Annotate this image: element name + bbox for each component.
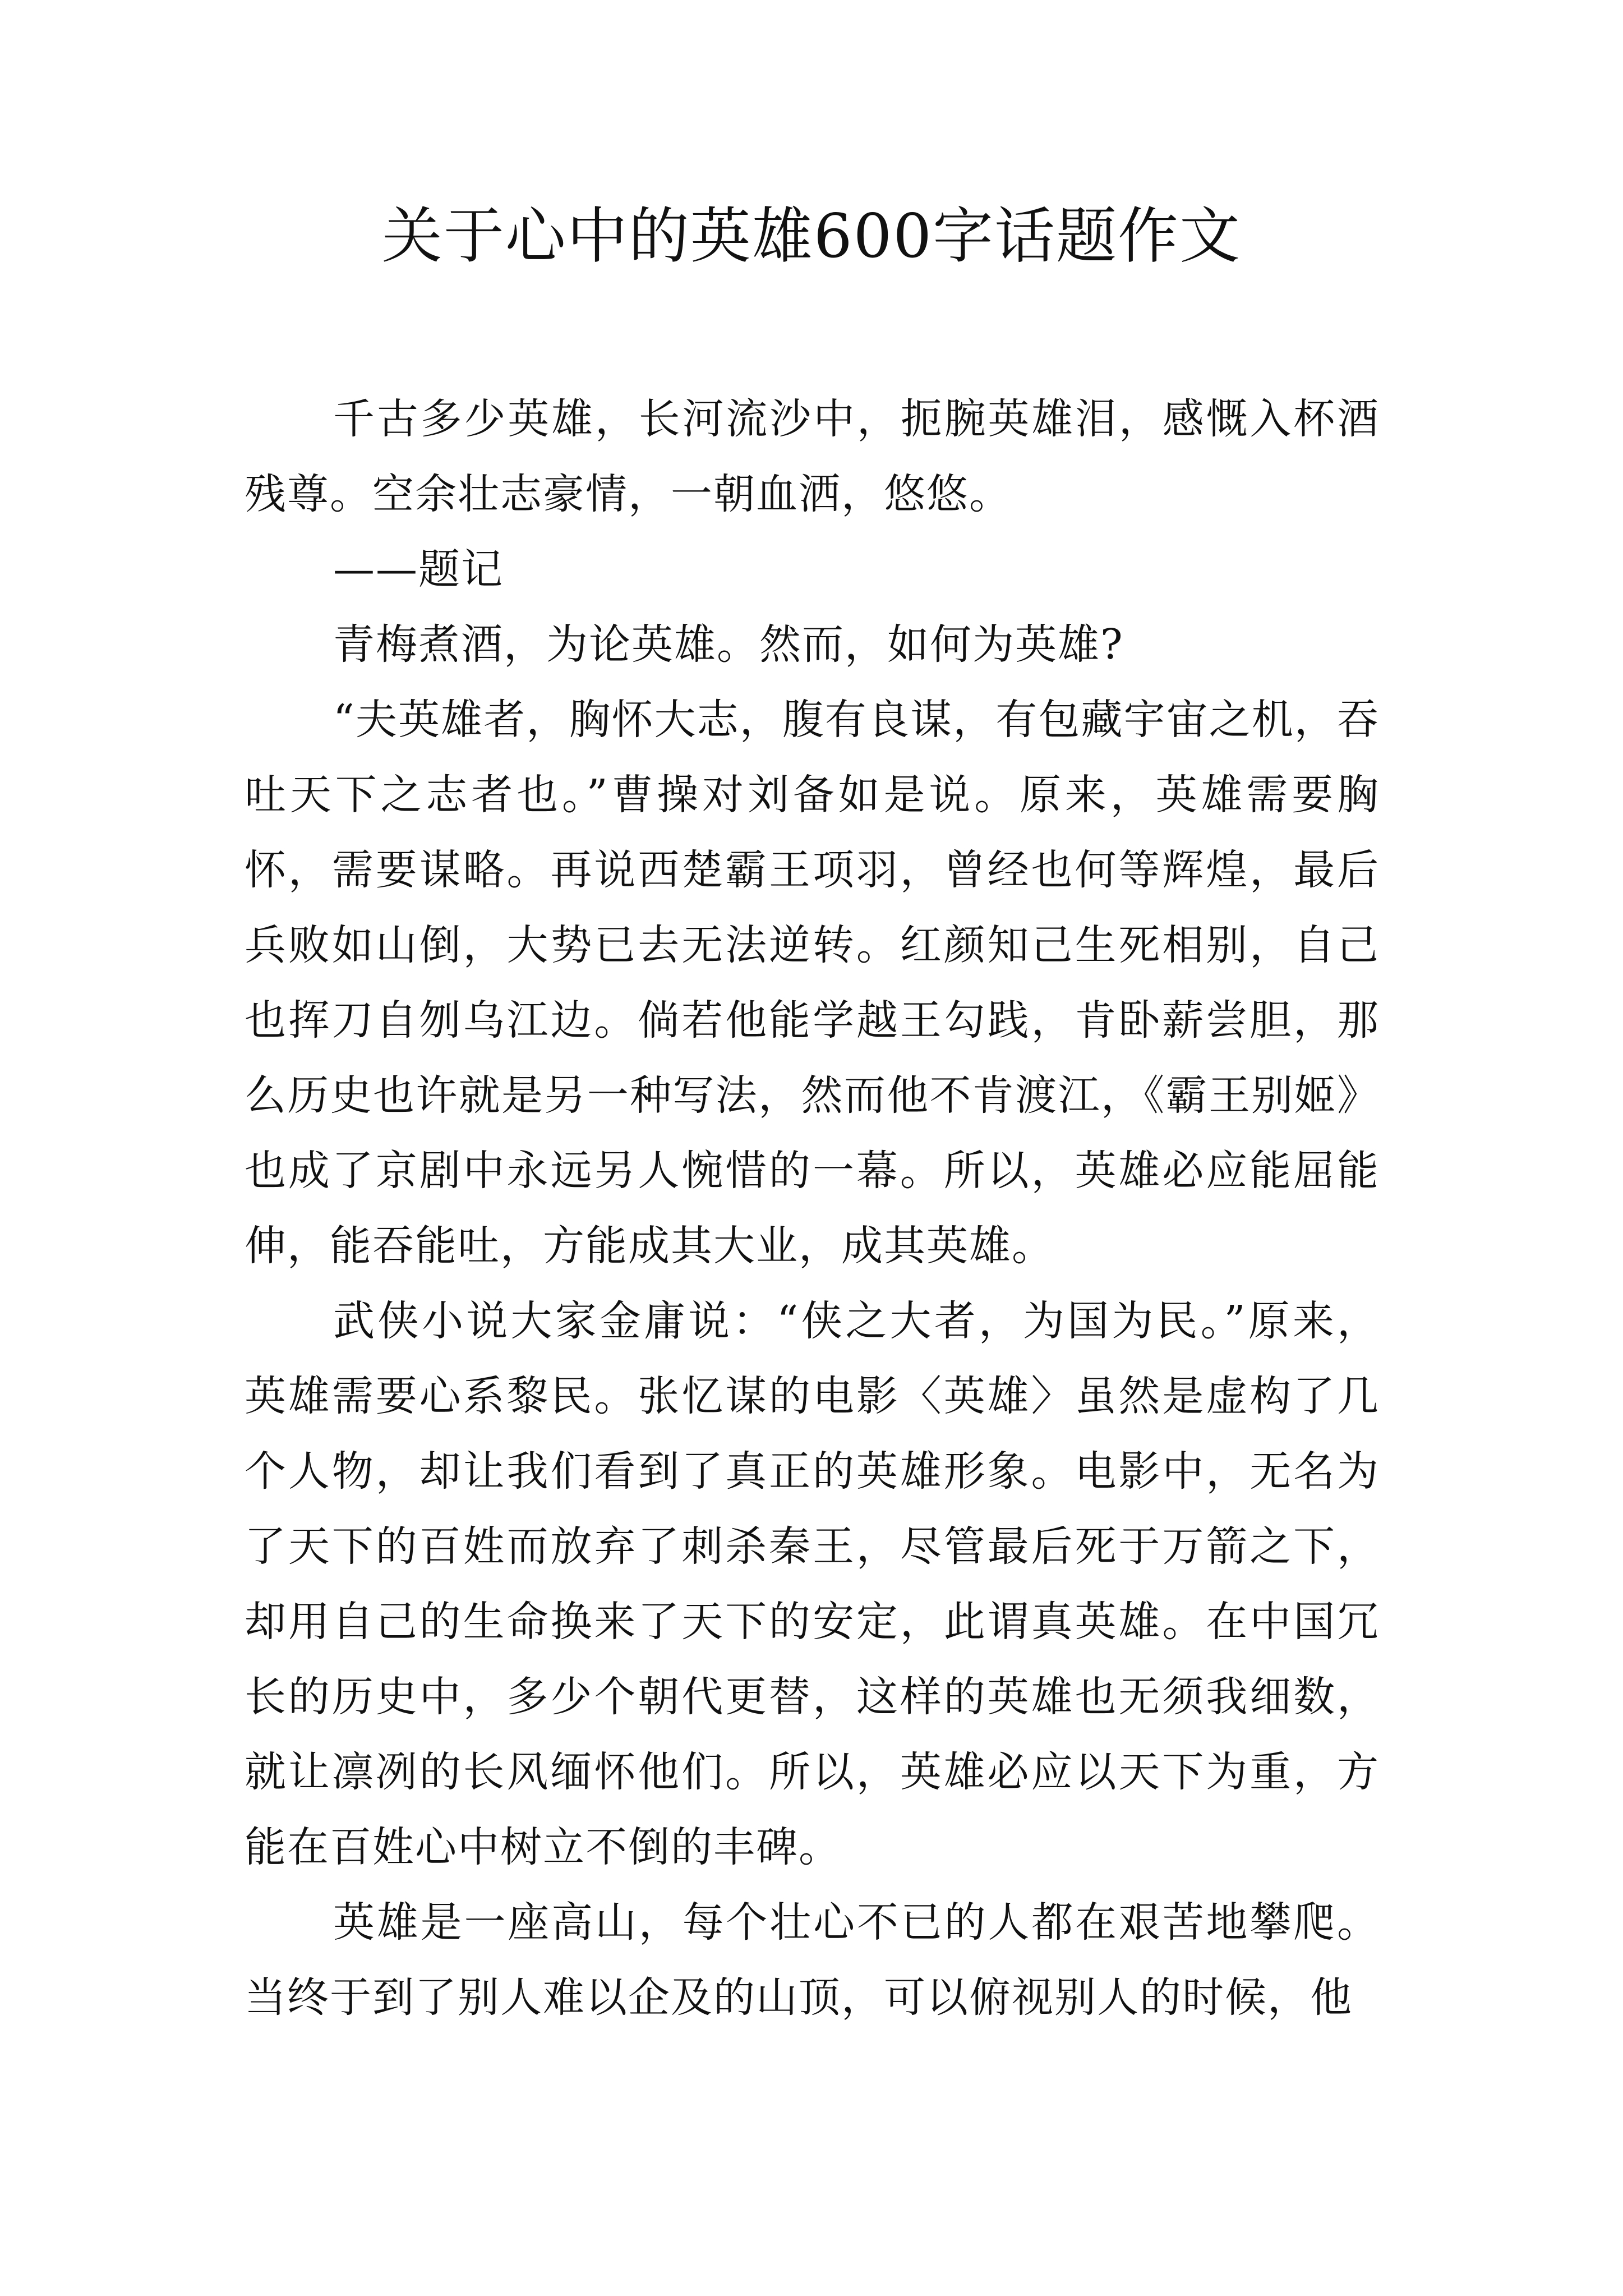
body-paragraph: 英雄是一座高山，每个壮心不已的人都在艰苦地攀爬。当终于到了别人难以企及的山顶，可以俯视别人的时候，他	[245, 1898, 1380, 2022]
document-body	[245, 381, 1380, 2035]
epigraph-paragraph: 千古多少英雄，长河流沙中，扼腕英雄泪，感慨入杯酒残尊。空余壮志豪情，一朝血洒，悠悠。	[245, 395, 1380, 518]
body-paragraph: 青梅煮酒，为论英雄。然而，如何为英雄?	[333, 620, 1124, 669]
body-paragraph: “夫英雄者，胸怀大志，腹有良谋，有包藏宇宙之机，吞吐天下之志者也。”曹操对刘备如是说。原来，英雄需要胸怀，需要谋略。再说西楚霸王项羽，曾经也何等辉煌，最后兵败如山倒，大势已去无法逆转。红颜知己生死相别，自己也挥刀自刎乌江边。倘若他能学越王勾践，肯卧薪尝胆，那么历史也许就是另一种写法，然而他不肯渡江，《霸王别姬》也成了京剧中永远另人惋惜的一幕。所以，英雄必应能屈能伸，能吞能吐，方能成其大业，成其英雄。	[245, 696, 1380, 1270]
document-title: 关于心中的英雄600字话题作文	[381, 201, 1242, 272]
body-paragraph: 武侠小说大家金庸说：“侠之大者，为国为民。”原来，英雄需要心系黎民。张忆谋的电影〈英雄〉虽然是虚构了几个人物，却让我们看到了真正的英雄形象。电影中，无名为了天下的百姓而放弃了刺杀秦王，尽管最后死于万箭之下，却用自己的生命换来了天下的安定，此谓真英雄。在中国冗长的历史中，多少个朝代更替，这样的英雄也无须我细数，就让凛冽的长风缅怀他们。所以，英雄必应以天下为重，方能在百姓心中树立不倒的丰碑。	[245, 1297, 1380, 1871]
epigraph-attribution: ——题记	[333, 545, 504, 593]
